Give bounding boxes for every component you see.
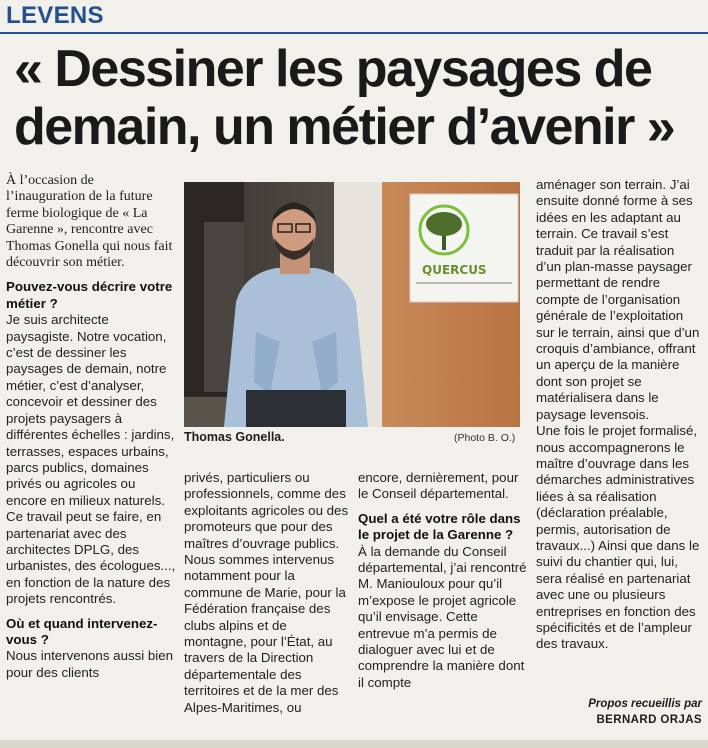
section-rule	[0, 32, 708, 34]
portrait-photo	[184, 182, 520, 427]
byline-label: Propos recueillis par	[588, 698, 702, 710]
article-column-1	[6, 173, 176, 681]
answer-2-continued: privés, particuliers ou professionnels, comme des exploitants agricoles ou des promoteurs que pour des maîtres d’ouvrage publics. Nous sommes intervenus notamment pour la commune de Marie, pour la Fédération française des clubs alpins et de montagne, pour l’État, au travers de la Direction départementale des territoires et de la mer des Alpes-Maritimes, ou	[184, 470, 349, 715]
answer-2-start: Nous intervenons aussi bien pour des clients	[6, 648, 174, 680]
article-intro: À l’occasion de l’inauguration de la future ferme biologique de « La Garenne », rencontre avec Thomas Gonella qui nous fait découvrir son métier.	[6, 173, 173, 271]
page-bottom-edge	[0, 740, 708, 748]
article-headline: « Dessiner les paysages de demain, un métier d’avenir »	[14, 40, 675, 156]
answer-3-end: Une fois le projet formalisé, nous accompagnerons le maître d’ouvrage dans les démarches administratives liées à sa réalisation (déclaration préalable, permis, autorisation de travaux...) Ainsi que dans le suivi du chantier qui, lui, sera réalisé en partenariat avec une ou plusieurs entreprises en fonction des spécificités et de l’ampleur des travaux.	[536, 423, 700, 652]
answer-3-start: À la demande du Conseil départemental, j’ai rencontré M. Maniouloux pour qu’il m’expose le projet agricole qu’il envisage. Cette entrevue m’a permis de dialoguer avec lui et de comprendre la manière dont il compte	[358, 543, 527, 690]
question-3: Quel a été votre rôle dans le projet de la Garenne ?	[358, 510, 521, 543]
byline-author: BERNARD ORJAS	[596, 714, 702, 726]
article-column-3	[358, 470, 530, 691]
photo-credit: (Photo B. O.)	[454, 432, 516, 444]
section-label: LEVENS	[6, 2, 104, 29]
answer-1: Je suis architecte paysagiste. Notre vocation, c’est de dessiner les paysages de demain, notre métier, c’est d’analyser, concevoir et dessiner des projets paysagers à différentes échelles : jardins, terrasses, espaces urbains, parcs publics, domaines privés ou agricoles ou encore en milieux naturels. Ce travail peut se faire, en partenariat avec des architectes DPLG, des urbanistes, des écologues..., en fonction de la nature des projets rencontrés.	[6, 312, 176, 607]
answer-2-end: encore, dernièrement, pour le Conseil départemental.	[358, 470, 519, 502]
photo-caption: Thomas Gonella.	[184, 430, 285, 444]
sign-text: QUERCUS	[422, 263, 487, 277]
question-1: Pouvez-vous décrire votre métier ?	[6, 279, 173, 311]
answer-3-continued: aménager son terrain. J’ai ensuite donné forme à ses idées en les adaptant au terrain. Ce travail s’est traduit par la réalisation d’un plan-masse paysager permettant de rendre compte de l’organisation générale de l’exploitation sur le terrain, ainsi que d’un croquis d’ambiance, offrant un aperçu de la manière dont son projet se matérialisera dans le paysage levensois.	[536, 177, 700, 422]
quercus-sign	[410, 194, 518, 302]
article-column-2	[184, 470, 350, 716]
article-column-4	[536, 177, 702, 653]
question-2: Où et quand intervenez-vous ?	[6, 615, 158, 647]
